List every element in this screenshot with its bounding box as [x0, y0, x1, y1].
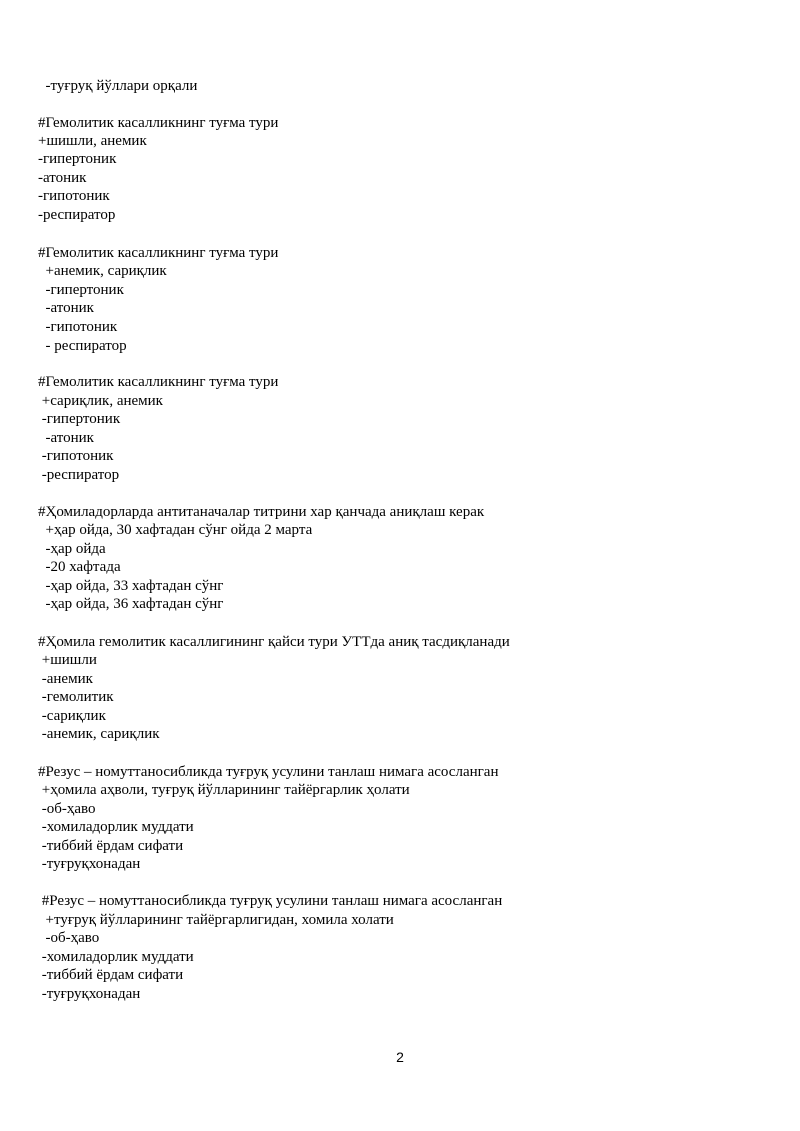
answer-line: -тиббий ёрдам сифати — [38, 838, 184, 854]
question-line: #Резус – номуттаносибликда туғруқ усулини танлаш нимага асосланган — [38, 764, 499, 780]
answer-line: -анемик — [38, 671, 93, 687]
answer-line: -туғруқхонадан — [38, 986, 141, 1002]
question-line: #Гемолитик касалликнинг туғма тури — [38, 374, 279, 390]
answer-line: -20 хафтада — [38, 559, 121, 575]
answer-line: -респиратор — [38, 207, 116, 223]
answer-line: +сариқлик, анемик — [38, 393, 163, 409]
question-line: #Ҳомила гемолитик касаллигининг қайси тури УТТда аниқ тасдиқланади — [38, 634, 510, 650]
answer-line: -сариқлик — [38, 708, 106, 724]
answer-line: -ҳар ойда — [38, 541, 106, 557]
answer-line: -туғруқхонадан — [38, 856, 141, 872]
answer-line: -хомиладорлик муддати — [38, 949, 194, 965]
page-number: 2 — [396, 1049, 404, 1065]
answer-line: +шишли — [38, 652, 97, 668]
answer-line: -атоник — [38, 430, 94, 446]
answer-line: -гипертоник — [38, 282, 124, 298]
answer-line: +анемик, сариқлик — [38, 263, 167, 279]
question-line: #Гемолитик касалликнинг туғма тури — [38, 245, 279, 261]
answer-line: -гипертоник — [38, 411, 121, 427]
answer-line: -ҳар ойда, 36 хафтадан сўнг — [38, 596, 224, 612]
answer-line: +ҳомила аҳволи, туғруқ йўлларининг тайёргарлик ҳолати — [38, 782, 410, 798]
answer-line: -гемолитик — [38, 689, 114, 705]
question-line: #Гемолитик касалликнинг туғма тури — [38, 115, 279, 131]
answer-line: -гипотоник — [38, 319, 118, 335]
text-line: -туғруқ йўллари орқали — [38, 78, 198, 94]
answer-line: -гипотоник — [38, 188, 110, 204]
answer-line: -атоник — [38, 170, 87, 186]
answer-line: +ҳар ойда, 30 хафтадан сўнг ойда 2 марта — [38, 522, 313, 538]
answer-line: -ҳар ойда, 33 хафтадан сўнг — [38, 578, 224, 594]
question-line: #Ҳомиладорларда антитаначалар титрини хар қанчада аниқлаш керак — [38, 504, 485, 520]
answer-line: +туғруқ йўлларининг тайёргарлигидан, хомила холати — [38, 912, 394, 928]
answer-line: -об-ҳаво — [38, 801, 96, 817]
question-line: #Резус – номуттаносибликда туғруқ усулини танлаш нимага асосланган — [38, 893, 503, 909]
answer-line: -атоник — [38, 300, 94, 316]
answer-line: -хомиладорлик муддати — [38, 819, 194, 835]
answer-line: -анемик, сариқлик — [38, 726, 160, 742]
answer-line: - респиратор — [38, 338, 127, 354]
answer-line: +шишли, анемик — [38, 133, 147, 149]
answer-line: -гипотоник — [38, 448, 114, 464]
answer-line: -респиратор — [38, 467, 120, 483]
answer-line: -об-ҳаво — [38, 930, 100, 946]
answer-line: -гипертоник — [38, 151, 117, 167]
answer-line: -тиббий ёрдам сифати — [38, 967, 184, 983]
